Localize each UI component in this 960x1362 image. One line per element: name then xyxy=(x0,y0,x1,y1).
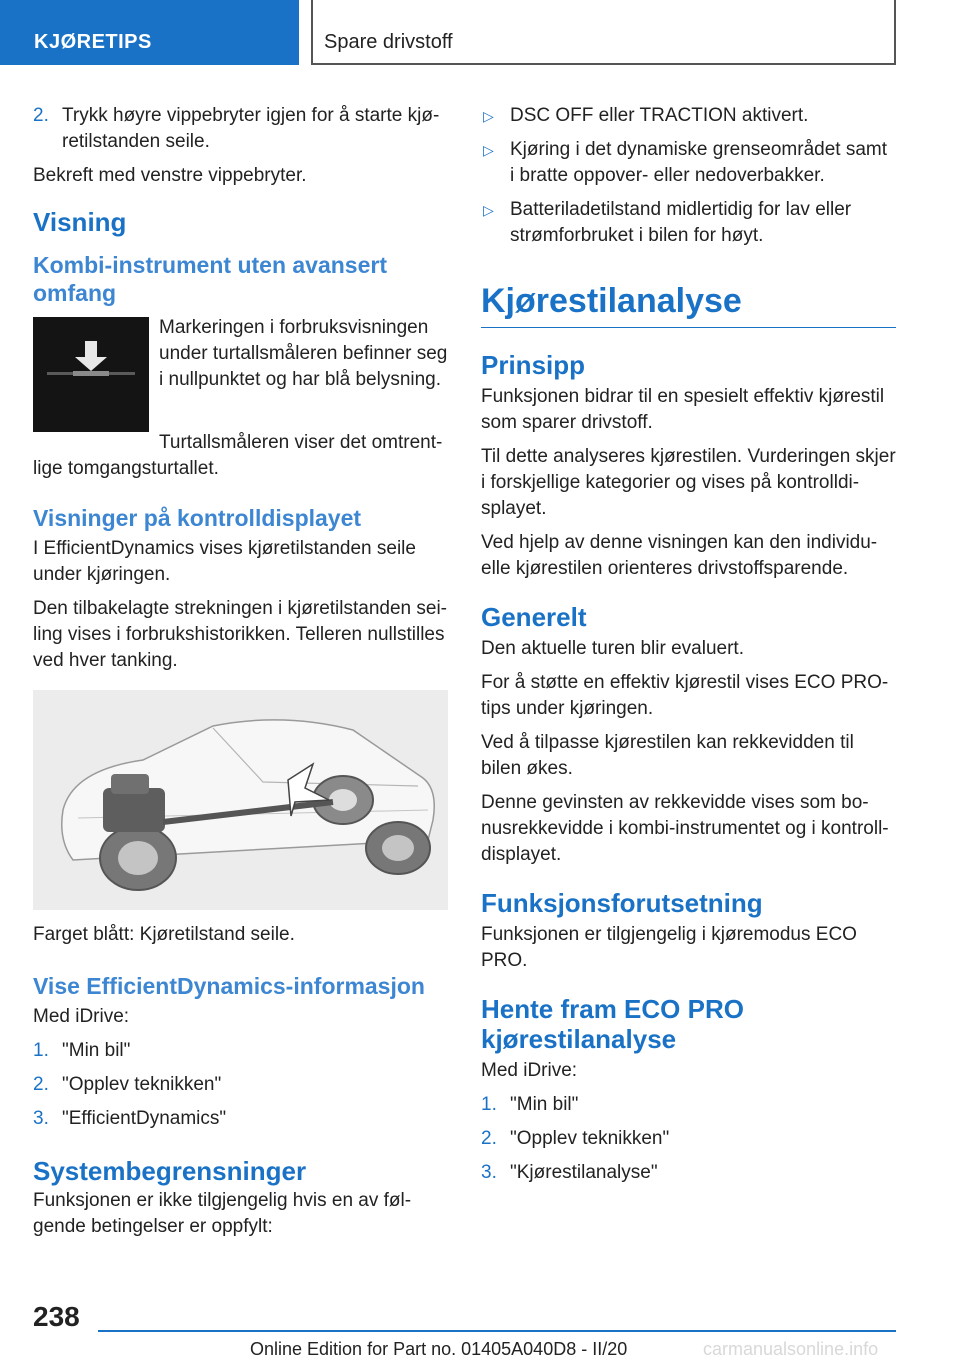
prinsipp-text-3: Ved hjelp av denne visningen kan den individuelle kjørestilen orienteres drivstoffsparende. xyxy=(481,532,878,579)
list-item xyxy=(481,1092,896,1118)
edition-text: Online Edition for Part no. 01405A040D8 - II/20 xyxy=(250,1339,628,1359)
condition-text: Batteriladetilstand midlertidig for lav eller strømforbruket i bilen for høyt. xyxy=(510,199,852,246)
hente-heading: Hente fram ECO PRO kjørestilanalyse xyxy=(481,994,744,1054)
kombi-block xyxy=(33,315,448,430)
vise-intro: Med iDrive: xyxy=(33,1006,130,1027)
page-header xyxy=(0,0,960,68)
list-item xyxy=(481,1126,896,1152)
step-number: 3. xyxy=(33,1108,49,1129)
page-number: 238 xyxy=(33,1301,80,1332)
step-text: "Min bil" xyxy=(62,1040,131,1061)
triangle-bullet-icon: ▷ xyxy=(483,142,494,158)
step-text: Trykk høyre vippebryter igjen for å starte kjøretilstanden seile. xyxy=(62,105,440,152)
list-item xyxy=(481,103,896,129)
list-item xyxy=(481,1160,896,1186)
right-column xyxy=(481,103,896,1194)
visning-heading: Visning xyxy=(33,207,127,237)
step-number: 3. xyxy=(481,1162,497,1183)
system-text: Funksjonen er ikke tilgjengelig hvis en av følgende betingelser er oppfylt: xyxy=(33,1190,412,1237)
generelt-text-2: For å støtte en effektiv kjørestil vises ECO PRO-tips under kjøringen. xyxy=(481,672,889,719)
step-number: 1. xyxy=(33,1040,49,1061)
list-item xyxy=(33,1106,448,1132)
step-number: 1. xyxy=(481,1094,497,1115)
funksjon-text: Funksjonen er tilgjengelig i kjøremodus ECO PRO. xyxy=(481,924,857,971)
list-item xyxy=(33,1072,448,1098)
gauge-marker-icon xyxy=(33,317,149,432)
step-text: "Opplev teknikken" xyxy=(62,1074,222,1095)
main-heading: Kjørestilanalyse xyxy=(481,281,896,328)
visninger-text-2: Den tilbakelagte strekningen i kjøretilstanden seiling vises i forbrukshistorikken. Telleren nullstilles ved hver tanking. xyxy=(33,598,447,671)
watermark: carmanualsonline.info xyxy=(703,1339,879,1359)
kombi-text-2: Turtallsmåleren viser det omtrentlige tomgangsturtallet. xyxy=(33,432,443,479)
confirm-text: Bekreft med venstre vippebryter. xyxy=(33,165,307,186)
list-item xyxy=(481,137,896,189)
hente-intro: Med iDrive: xyxy=(481,1060,578,1081)
kombi-text-1: Markeringen i forbruksvisningen under turtallsmåleren befinner seg i nullpunktet og har blå belysning. xyxy=(159,317,448,390)
list-item xyxy=(33,103,448,155)
step-text: "EfficientDynamics" xyxy=(62,1108,227,1129)
vise-heading: Vise EfficientDynamics-informasjon xyxy=(33,973,425,999)
step-number: 2. xyxy=(33,1074,49,1095)
visninger-text-1: I EfficientDynamics vises kjøretilstanden seile under kjøringen. xyxy=(33,538,416,585)
step-text: "Min bil" xyxy=(510,1094,579,1115)
footer-divider xyxy=(98,1330,896,1332)
page-title: Spare drivstoff xyxy=(324,31,453,53)
kombi-heading: Kombi-instrument uten avansert omfang xyxy=(33,252,387,306)
condition-text: Kjøring i det dynamiske grenseområdet samt i bratte oppover- eller nedoverbakker. xyxy=(510,139,887,186)
generelt-heading: Generelt xyxy=(481,602,587,632)
funksjon-heading: Funksjonsforutsetning xyxy=(481,888,763,918)
step-text: "Opplev teknikken" xyxy=(510,1128,670,1149)
step-number: 2. xyxy=(481,1128,497,1149)
step-text: "Kjørestilanalyse" xyxy=(510,1162,658,1183)
section-tab xyxy=(0,0,299,65)
list-item xyxy=(481,197,896,249)
prinsipp-text-1: Funksjonen bidrar til en spesielt effektiv kjørestil som sparer drivstoff. xyxy=(481,386,885,433)
visninger-heading: Visninger på kontrolldisplayet xyxy=(33,505,362,531)
condition-text: DSC OFF eller TRACTION aktivert. xyxy=(510,105,809,126)
generelt-text-4: Denne gevinsten av rekkevidde vises som bonusrekkevidde i kombi-instrumentet og i kontrolldisplayet. xyxy=(481,792,889,865)
generelt-text-1: Den aktuelle turen blir evaluert. xyxy=(481,638,744,659)
generelt-text-3: Ved å tilpasse kjørestilen kan rekkevidden til bilen økes. xyxy=(481,732,854,779)
section-tab-label: KJØRETIPS xyxy=(34,31,152,53)
car-cutaway-image xyxy=(33,690,448,910)
triangle-bullet-icon: ▷ xyxy=(483,202,494,218)
list-item xyxy=(33,1038,448,1064)
step-number: 2. xyxy=(33,105,49,126)
left-column xyxy=(33,103,448,1248)
car-caption: Farget blått: Kjøretilstand seile. xyxy=(33,924,295,945)
prinsipp-heading: Prinsipp xyxy=(481,350,586,380)
system-heading: Systembegrensninger xyxy=(33,1156,307,1186)
prinsipp-text-2: Til dette analyseres kjørestilen. Vurderingen skjer i forskjellige kategorier og vises på kontrolldisplayet. xyxy=(481,446,896,519)
triangle-bullet-icon: ▷ xyxy=(483,108,494,124)
